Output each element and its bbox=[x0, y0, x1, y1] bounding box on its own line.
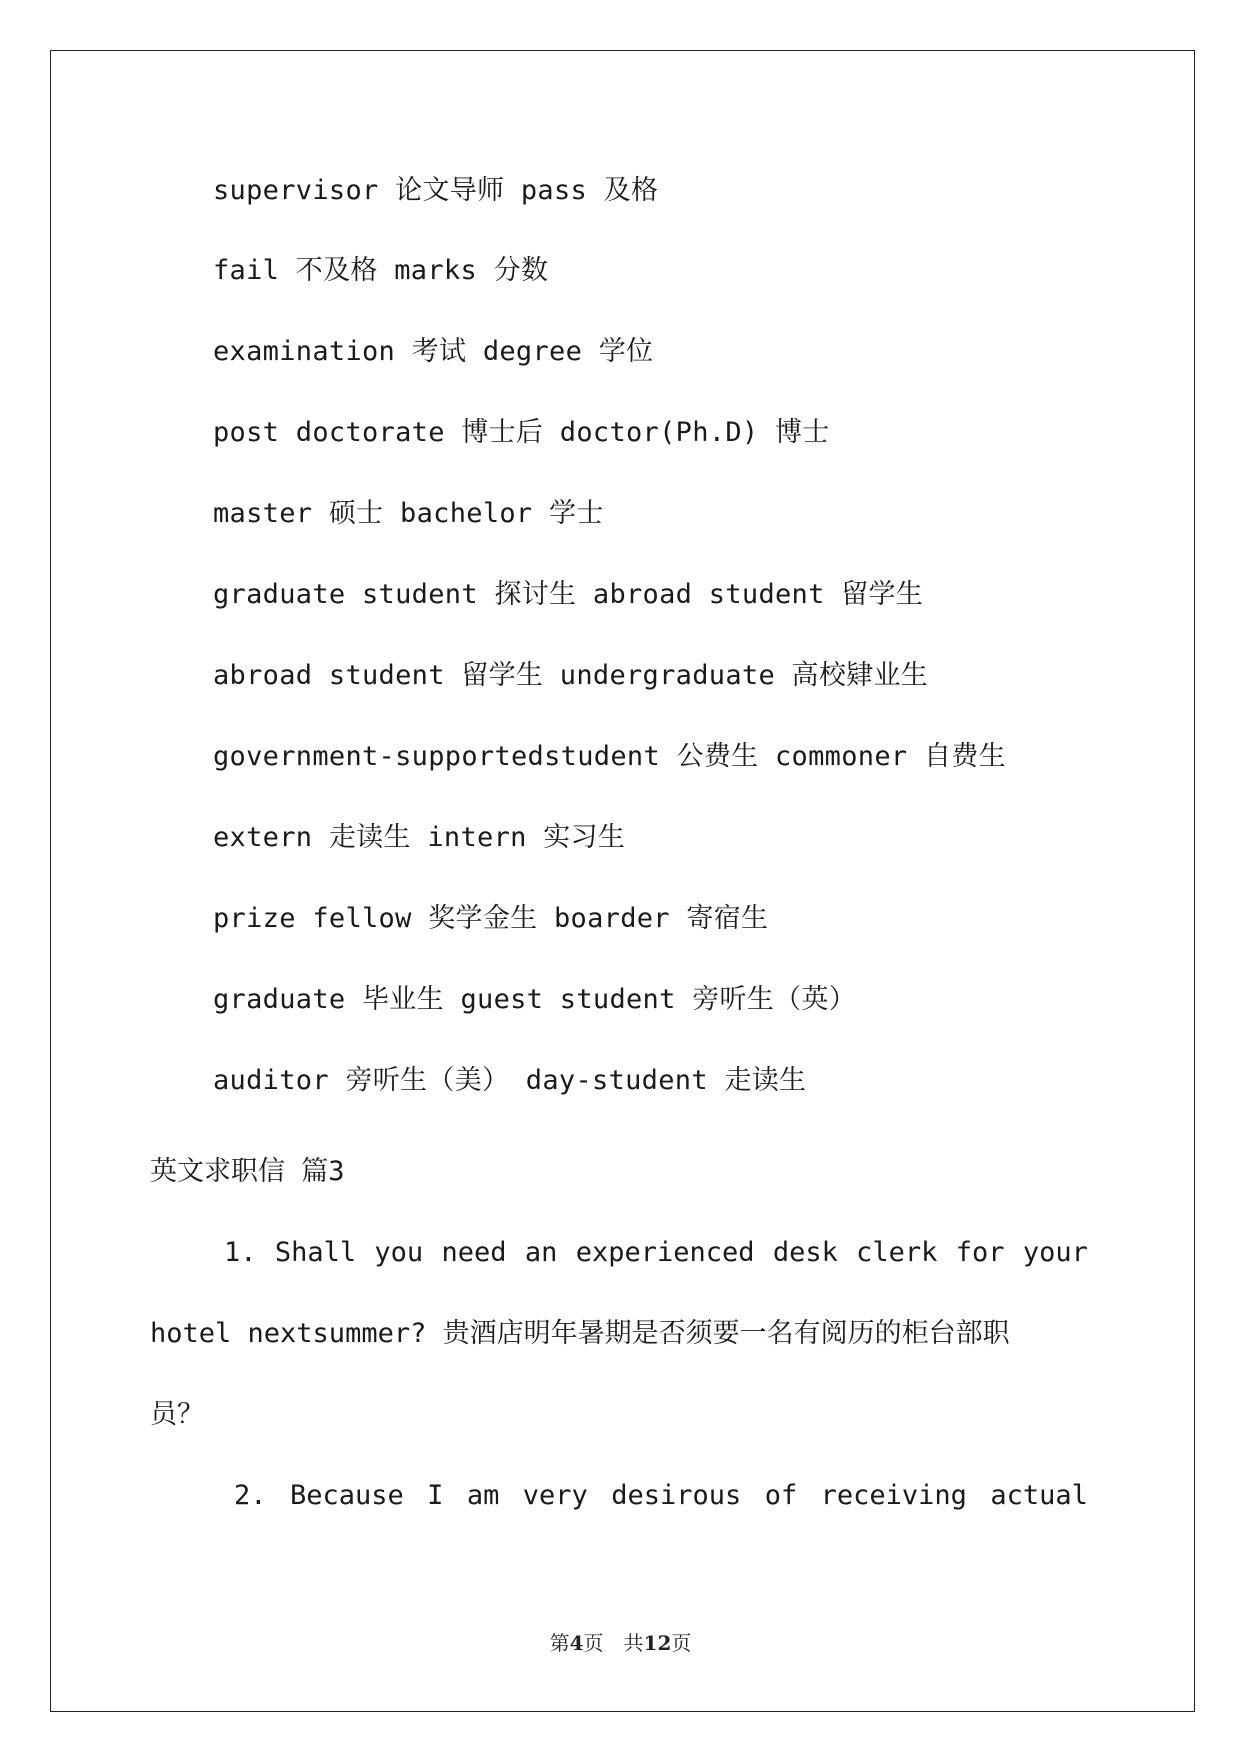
word: experienced bbox=[575, 1237, 755, 1268]
vocab-line: government-supportedstudent 公费生 commoner 自费生 bbox=[213, 741, 1006, 772]
paragraph-1-line-2: hotel nextsummer? 贵酒店明年暑期是否须要一名有阅历的柜台部职 bbox=[150, 1318, 1010, 1349]
footer-suffix: 页 bbox=[671, 1631, 692, 1655]
page-border bbox=[50, 50, 1195, 1712]
page-footer bbox=[0, 1631, 1241, 1655]
vocab-line: supervisor 论文导师 pass 及格 bbox=[213, 175, 659, 206]
vocab-line: abroad student 留学生 undergraduate 高校肄业生 bbox=[213, 660, 929, 691]
footer-total-pages: 12 bbox=[643, 1631, 672, 1655]
vocab-line: graduate 毕业生 guest student 旁听生（英） bbox=[213, 984, 857, 1015]
word: receiving bbox=[820, 1480, 967, 1511]
vocab-line: prize fellow 奖学金生 boarder 寄宿生 bbox=[213, 903, 769, 934]
word: Because bbox=[289, 1480, 404, 1511]
word: 1. bbox=[224, 1237, 257, 1268]
footer-page-number: 4 bbox=[569, 1631, 584, 1655]
word: Shall bbox=[274, 1237, 357, 1268]
word: your bbox=[1022, 1237, 1088, 1268]
word: I bbox=[427, 1480, 444, 1511]
vocab-line: master 硕士 bachelor 学士 bbox=[213, 498, 604, 529]
paragraph-1-line-3: 员？ bbox=[150, 1399, 204, 1430]
word: desirous bbox=[611, 1480, 742, 1511]
vocab-line: examination 考试 degree 学位 bbox=[213, 336, 654, 367]
section-heading: 英文求职信 篇3 bbox=[150, 1156, 345, 1187]
word: 2. bbox=[234, 1480, 267, 1511]
vocab-line: fail 不及格 marks 分数 bbox=[213, 255, 549, 286]
word: need bbox=[441, 1237, 507, 1268]
word: for bbox=[955, 1237, 1005, 1268]
word: an bbox=[524, 1237, 558, 1268]
footer-mid: 页 共 bbox=[583, 1631, 644, 1655]
word: actual bbox=[990, 1480, 1088, 1511]
paragraph-2-line-1 bbox=[234, 1479, 1088, 1513]
word: desk bbox=[772, 1237, 838, 1268]
vocab-line: extern 走读生 intern 实习生 bbox=[213, 822, 626, 853]
paragraph-1-line-1 bbox=[224, 1236, 1088, 1270]
word: clerk bbox=[856, 1237, 938, 1268]
word: very bbox=[522, 1480, 588, 1511]
word: am bbox=[466, 1480, 500, 1511]
vocab-line: auditor 旁听生（美） day-student 走读生 bbox=[213, 1065, 807, 1096]
word: you bbox=[374, 1237, 424, 1268]
word: of bbox=[764, 1480, 798, 1511]
vocab-line: post doctorate 博士后 doctor(Ph.D) 博士 bbox=[213, 417, 830, 448]
vocab-line: graduate student 探讨生 abroad student 留学生 bbox=[213, 579, 924, 610]
footer-prefix: 第 bbox=[549, 1631, 570, 1655]
